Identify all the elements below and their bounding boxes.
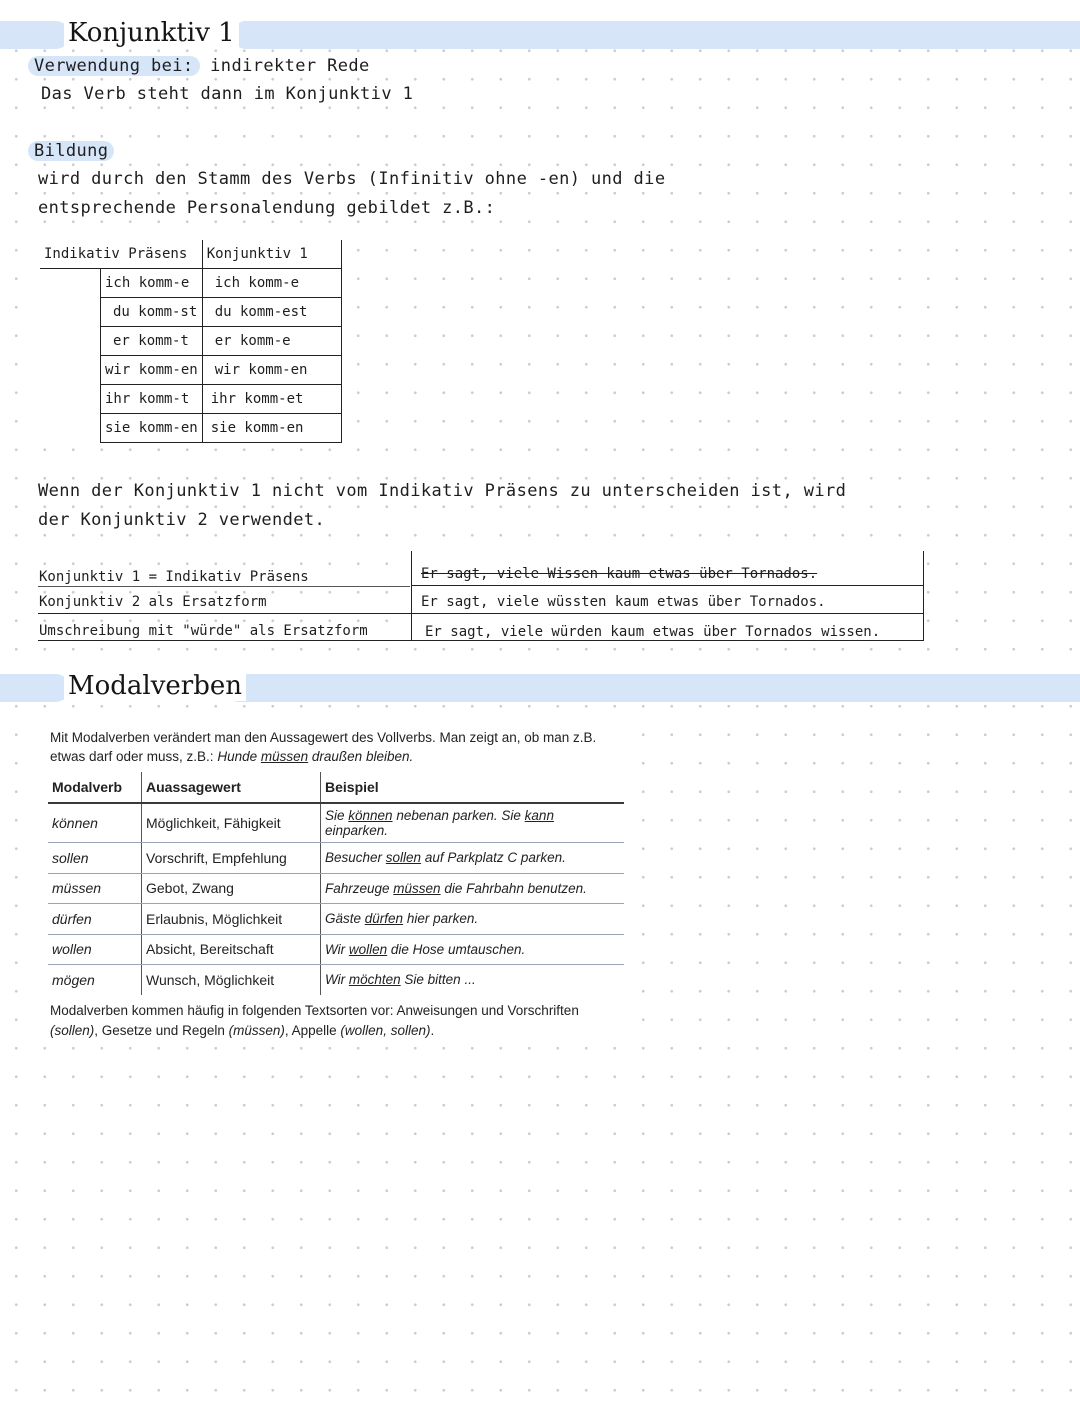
conjugation-row — [40, 298, 341, 327]
rule-line-1: Wenn der Konjunktiv 1 nicht vom Indikativ Präsens zu unterscheiden ist, wird — [38, 481, 847, 501]
indikativ-cell: ich komm-e — [101, 269, 203, 298]
modal-example: Besucher sollen auf Parkplatz C parken. — [321, 843, 625, 874]
modal-verb: mögen — [48, 965, 142, 995]
usage-value: indirekter Rede — [210, 56, 370, 76]
header-aussagewert: Auassagewert — [142, 772, 321, 803]
modal-verb: müssen — [48, 873, 142, 904]
indikativ-cell: du komm-st — [101, 298, 203, 327]
formation-line-2: entsprechende Personalendung gebildet z.B.: — [38, 198, 496, 218]
comparison-line — [411, 585, 924, 586]
conjugation-row — [40, 356, 341, 385]
comparison-example: Er sagt, viele wüssten kaum etwas über Tornados. — [421, 594, 826, 610]
heading-band-right — [232, 21, 1080, 49]
intro-example: Hunde — [217, 749, 261, 764]
indikativ-cell: er komm-t — [101, 327, 203, 356]
heading-band-left — [0, 21, 70, 49]
header-modalverb: Modalverb — [48, 772, 142, 803]
indikativ-cell: wir komm-en — [101, 356, 203, 385]
konjunktiv-cell: wir komm-en — [202, 356, 341, 385]
modal-meaning: Vorschrift, Empfehlung — [142, 843, 321, 874]
spacer — [40, 414, 101, 443]
modal-row — [48, 803, 624, 843]
modal-example: Wir wollen die Hose umtauschen. — [321, 934, 625, 965]
usage-line-2: Das Verb steht dann im Konjunktiv 1 — [41, 84, 414, 104]
modal-verb: können — [48, 803, 142, 843]
intro-text: Mit Modalverben verändert man den Aussagewert des Vollverbs. Man zeigt an, ob man z.B. etwas darf oder muss, z.B.: — [50, 730, 597, 764]
intro-example-verb: müssen — [260, 749, 309, 764]
header-indikativ: Indikativ Präsens — [40, 240, 202, 269]
modalverben-printout — [40, 718, 630, 1045]
comparison-line — [38, 613, 924, 614]
modal-row — [48, 965, 624, 995]
konjunktiv-cell: er komm-e — [202, 327, 341, 356]
header-beispiel: Beispiel — [321, 772, 625, 803]
modal-example: Sie können nebenan parken. Sie kann einparken. — [321, 803, 625, 843]
konjunktiv-cell: sie komm-en — [202, 414, 341, 443]
formation-line-1: wird durch den Stamm des Verbs (Infinitiv ohne -en) und die — [38, 169, 666, 189]
modal-verb: sollen — [48, 843, 142, 874]
modalverben-outro: Modalverben kommen häufig in folgenden Textsorten vor: Anweisungen und Vorschriften (sollen), Gesetze und Regeln (müssen), Appelle (wollen, sollen). — [50, 1002, 579, 1038]
modal-meaning: Erlaubnis, Möglichkeit — [142, 904, 321, 935]
modal-meaning: Absicht, Bereitschaft — [142, 934, 321, 965]
spacer — [40, 356, 101, 385]
header-konjunktiv: Konjunktiv 1 — [202, 240, 341, 269]
modal-verb: wollen — [48, 934, 142, 965]
modal-row — [48, 934, 624, 965]
modalverben-table — [48, 772, 624, 995]
usage-line — [28, 56, 370, 76]
spacer — [40, 298, 101, 327]
modal-row — [48, 843, 624, 874]
indikativ-cell: sie komm-en — [101, 414, 203, 443]
conjugation-table — [40, 240, 342, 443]
modal-meaning: Wunsch, Möglichkeit — [142, 965, 321, 995]
modal-verb: dürfen — [48, 904, 142, 935]
section-title-konjunktiv: Konjunktiv 1 — [64, 18, 239, 48]
modal-example: Gäste dürfen hier parken. — [321, 904, 625, 935]
conjugation-row — [40, 385, 341, 414]
konjunktiv-cell: ihr komm-et — [202, 385, 341, 414]
heading-band-left — [0, 674, 70, 702]
heading-band-right — [224, 674, 1080, 702]
modal-meaning: Möglichkeit, Fähigkeit — [142, 803, 321, 843]
modal-row — [48, 873, 624, 904]
usage-label: Verwendung bei: — [28, 56, 200, 76]
modal-row — [48, 904, 624, 935]
conjugation-row — [40, 414, 341, 443]
comparison-label: Umschreibung mit "würde" als Ersatzform — [39, 623, 368, 639]
comparison-label: Konjunktiv 1 = Indikativ Präsens — [39, 569, 309, 585]
formation-label: Bildung — [28, 141, 114, 161]
intro-example-end: draußen bleiben. — [308, 749, 414, 764]
modal-example: Wir möchten Sie bitten ... — [325, 972, 476, 988]
spacer — [40, 385, 101, 414]
comparison-line — [38, 640, 924, 641]
indikativ-cell: ihr komm-t — [101, 385, 203, 414]
rule-line-2: der Konjunktiv 2 verwendet. — [38, 510, 326, 530]
comparison-line — [38, 586, 410, 587]
modalverben-intro — [40, 718, 630, 772]
comparison-example: Er sagt, viele Wissen kaum etwas über Tornados. — [421, 566, 818, 582]
modal-header-row — [48, 772, 624, 803]
section-title-modalverben: Modalverben — [64, 671, 246, 701]
conjugation-row — [40, 269, 341, 298]
modal-example: Fahrzeuge müssen die Fahrbahn benutzen. — [321, 873, 625, 904]
formation-label-wrap — [28, 141, 114, 161]
comparison-example: Er sagt, viele würden kaum etwas über Tornados wissen. — [425, 624, 881, 640]
modal-meaning: Gebot, Zwang — [142, 873, 321, 904]
comparison-label: Konjunktiv 2 als Ersatzform — [39, 594, 267, 610]
spacer — [40, 327, 101, 356]
konjunktiv-cell: du komm-est — [202, 298, 341, 327]
conjugation-row — [40, 327, 341, 356]
konjunktiv-cell: ich komm-e — [202, 269, 341, 298]
spacer — [40, 269, 101, 298]
conjugation-header-row — [40, 240, 341, 269]
